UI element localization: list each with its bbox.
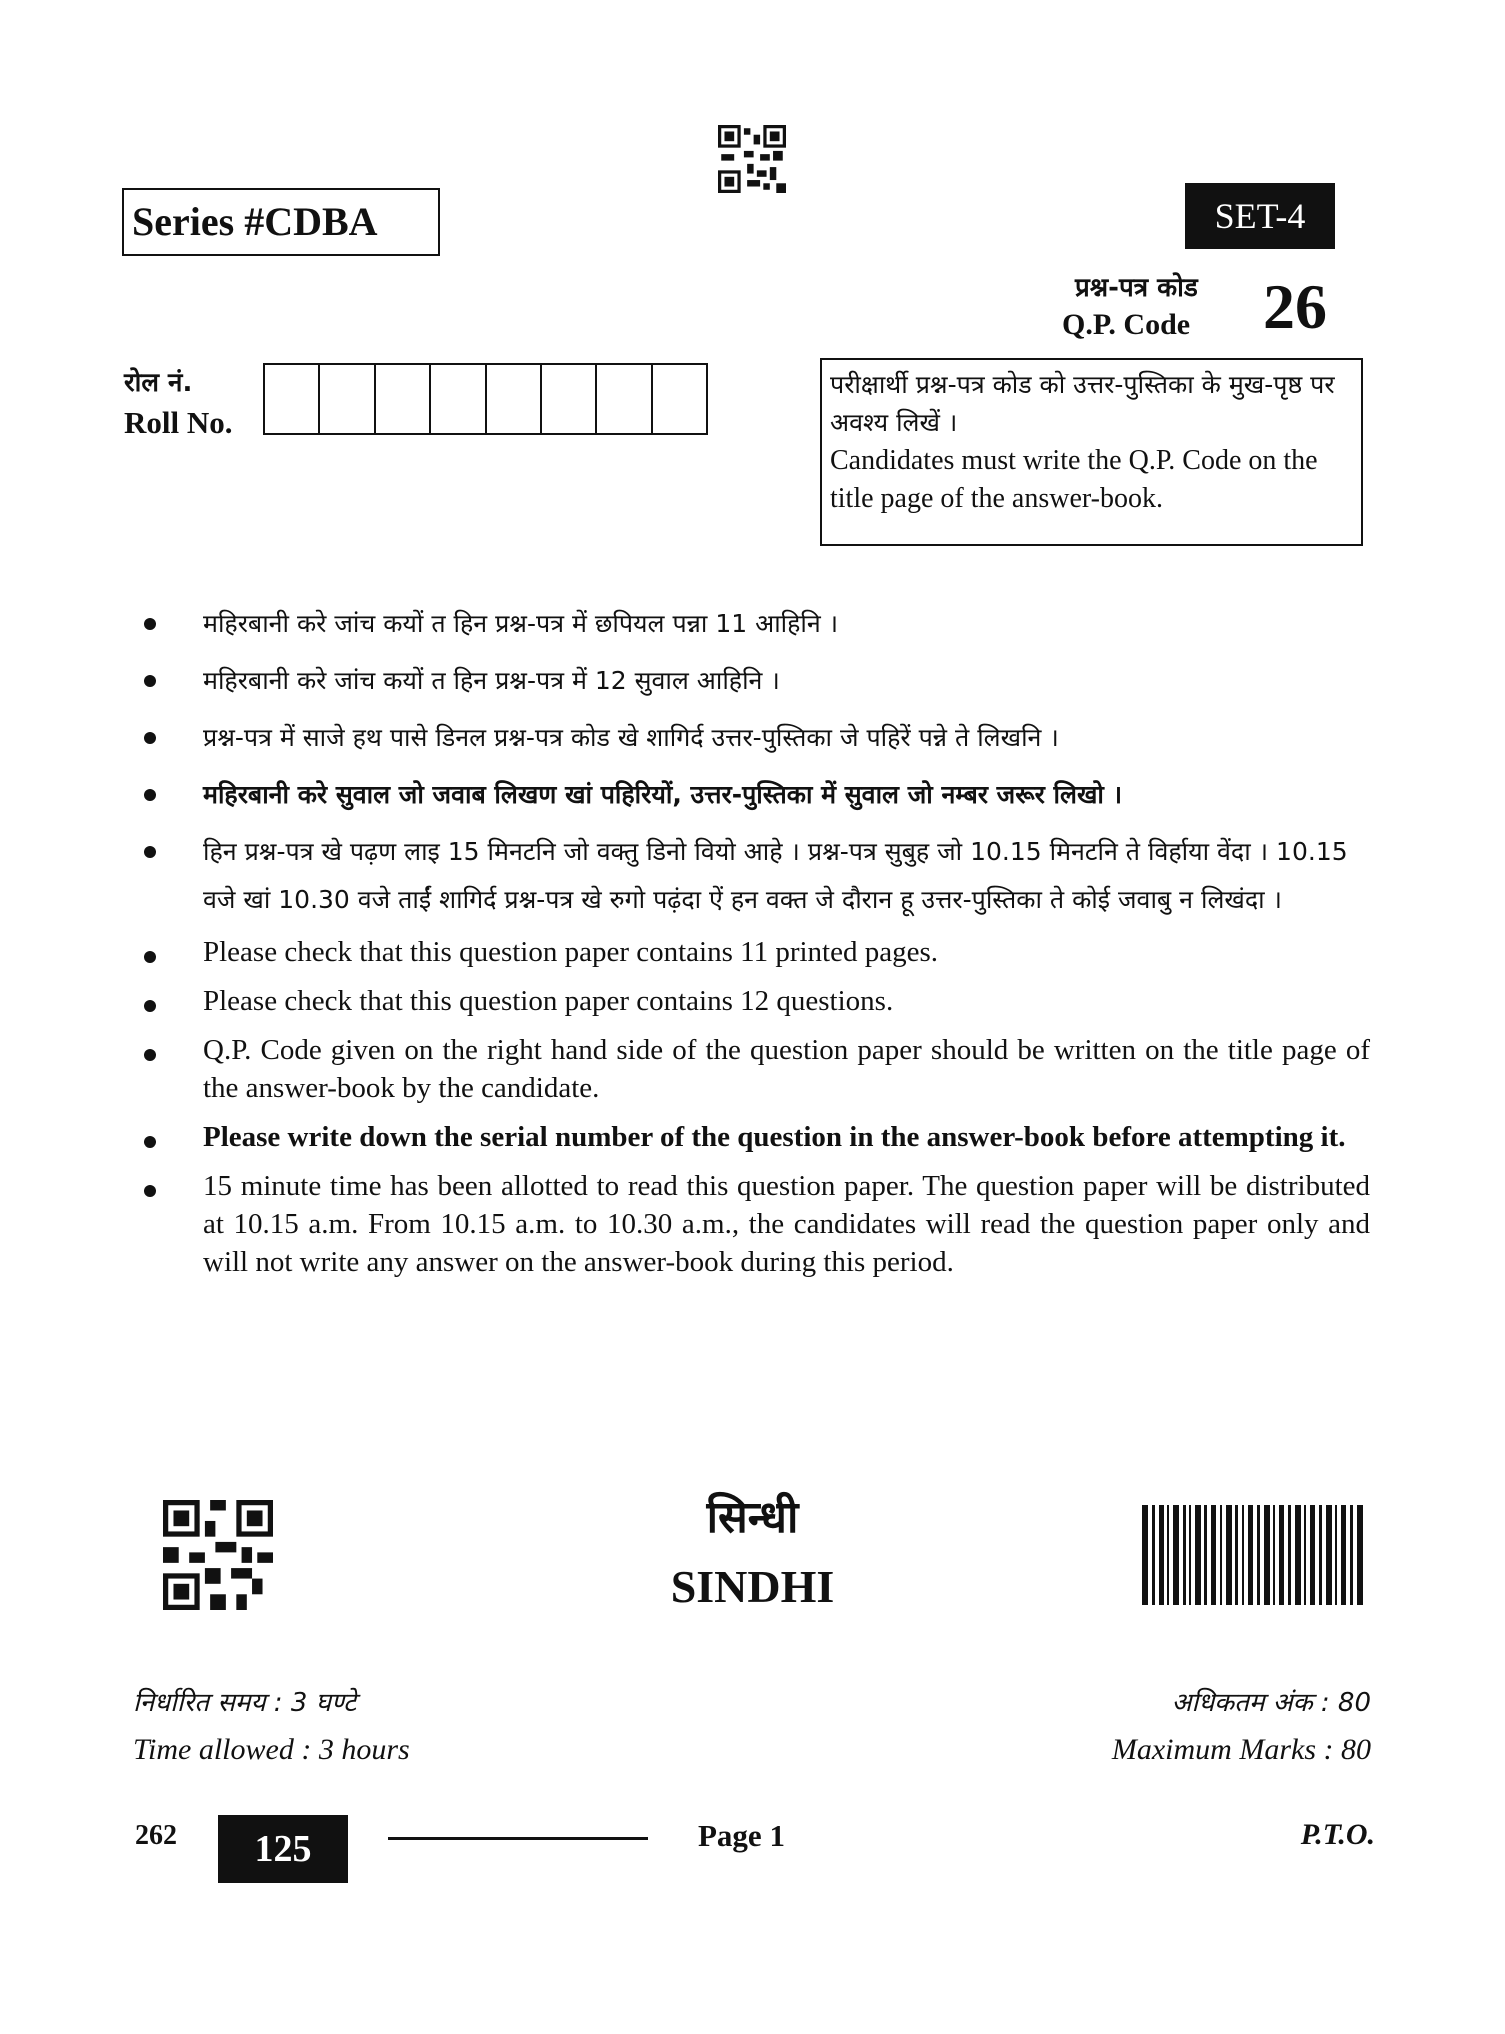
instruction-item: महिरबानी करे जांच कयों त हिन प्रश्न-पत्र में छपियल पन्ना 11 आहिनि । — [140, 600, 1370, 648]
instruction-item: Q.P. Code given on the right hand side of the question paper should be written on the title page of the answer-book by the candidate. — [140, 1031, 1370, 1107]
page-number: Page 1 — [698, 1818, 785, 1853]
time-allowed-english: Time allowed : 3 hours — [133, 1733, 410, 1766]
series-label: Series #CDBA — [122, 188, 440, 256]
bullet-icon — [144, 951, 156, 963]
qp-code-label-english: Q.P. Code — [1062, 308, 1191, 341]
paper-code: 262 — [135, 1820, 177, 1851]
roll-digit-box[interactable] — [487, 365, 542, 433]
roll-digit-box[interactable] — [320, 365, 375, 433]
instructions-english — [140, 933, 1370, 1281]
instruction-item: महिरबानी करे सुवाल जो जवाब लिखण खां पहिरियों, उत्तर-पुस्तिका में सुवाल जो नम्बर जरूर लिखो । — [140, 771, 1370, 819]
set-badge: SET-4 — [1185, 183, 1335, 249]
instruction-item: 15 minute time has been allotted to read this question paper. The question paper will be distributed at 10.15 a.m. From 10.15 a.m. to 10.30 a.m., the candidates will read the question paper only and will not write any answer on the answer-book during this period. — [140, 1167, 1370, 1281]
roll-digit-box[interactable] — [431, 365, 486, 433]
instruction-item: Please write down the serial number of the question in the answer-book before attempting it. — [140, 1118, 1370, 1156]
max-marks-hindi: अधिकतम अंक : 80 — [1171, 1688, 1371, 1718]
qr-code-icon — [718, 125, 786, 193]
note-english: Candidates must write the Q.P. Code on the title page of the answer-book. — [830, 445, 1318, 514]
qr-code-icon — [163, 1500, 273, 1610]
roll-digit-box[interactable] — [597, 365, 652, 433]
roll-number-boxes[interactable] — [263, 363, 708, 435]
roll-digit-box[interactable] — [376, 365, 431, 433]
subject-title-hindi: सिन्धी — [706, 1492, 799, 1543]
bullet-icon — [144, 732, 156, 744]
paper-code-box: 125 — [218, 1815, 348, 1883]
instructions-hindi — [140, 600, 1370, 924]
divider-line — [388, 1837, 648, 1840]
candidate-note-box — [820, 358, 1363, 546]
instruction-item: Please check that this question paper contains 12 questions. — [140, 982, 1370, 1020]
instruction-item: Please check that this question paper contains 11 printed pages. — [140, 933, 1370, 971]
bullet-icon — [144, 846, 156, 858]
roll-digit-box[interactable] — [653, 365, 706, 433]
note-hindi: परीक्षार्थी प्रश्न-पत्र कोड को उत्तर-पुस्तिका के मुख-पृष्ठ पर अवश्य लिखें । — [830, 370, 1335, 437]
bullet-icon — [144, 675, 156, 687]
qp-code-label-hindi: प्रश्न-पत्र कोड — [1075, 273, 1198, 303]
bullet-icon — [144, 1000, 156, 1012]
roll-digit-box[interactable] — [265, 365, 320, 433]
roll-digit-box[interactable] — [542, 365, 597, 433]
max-marks-english: Maximum Marks : 80 — [1111, 1733, 1371, 1766]
barcode-icon — [1142, 1505, 1367, 1605]
roll-label-english: Roll No. — [124, 405, 233, 440]
instruction-item: महिरबानी करे जांच कयों त हिन प्रश्न-पत्र में 12 सुवाल आहिनि । — [140, 657, 1370, 705]
time-allowed-hindi: निर्धारित समय : 3 घण्टे — [133, 1688, 357, 1718]
pto-label: P.T.O. — [1300, 1818, 1375, 1851]
bullet-icon — [144, 618, 156, 630]
subject-title-english: SINDHI — [670, 1561, 835, 1612]
qp-code-number: 26 — [1263, 271, 1327, 342]
instructions — [140, 600, 1370, 1292]
instruction-item: प्रश्न-पत्र में साजे हथ पासे डिनल प्रश्न-पत्र कोड खे शागिर्द उत्तर-पुस्तिका जे पहिरें पन्ने ते लिखनि । — [140, 714, 1370, 762]
bullet-icon — [144, 1049, 156, 1061]
instruction-item: हिन प्रश्न-पत्र खे पढ़ण लाइ 15 मिनटनि जो वक्तु डिनो वियो आहे । प्रश्न-पत्र सुबुह जो 10.15 मिनटनि ते विर्हाया वेंदा । 10.15 वजे खां 10.30 वजे ताईं शागिर्द प्रश्न-पत्र खे रुगो पढ़ंदा ऐं हन वक्त जे दौरान हू उत्तर-पुस्तिका ते कोई जवाबु न लिखंदा । — [140, 828, 1370, 924]
bullet-icon — [144, 1136, 156, 1148]
roll-label-hindi: रोल नं. — [124, 368, 193, 398]
bullet-icon — [144, 1185, 156, 1197]
bullet-icon — [144, 789, 156, 801]
